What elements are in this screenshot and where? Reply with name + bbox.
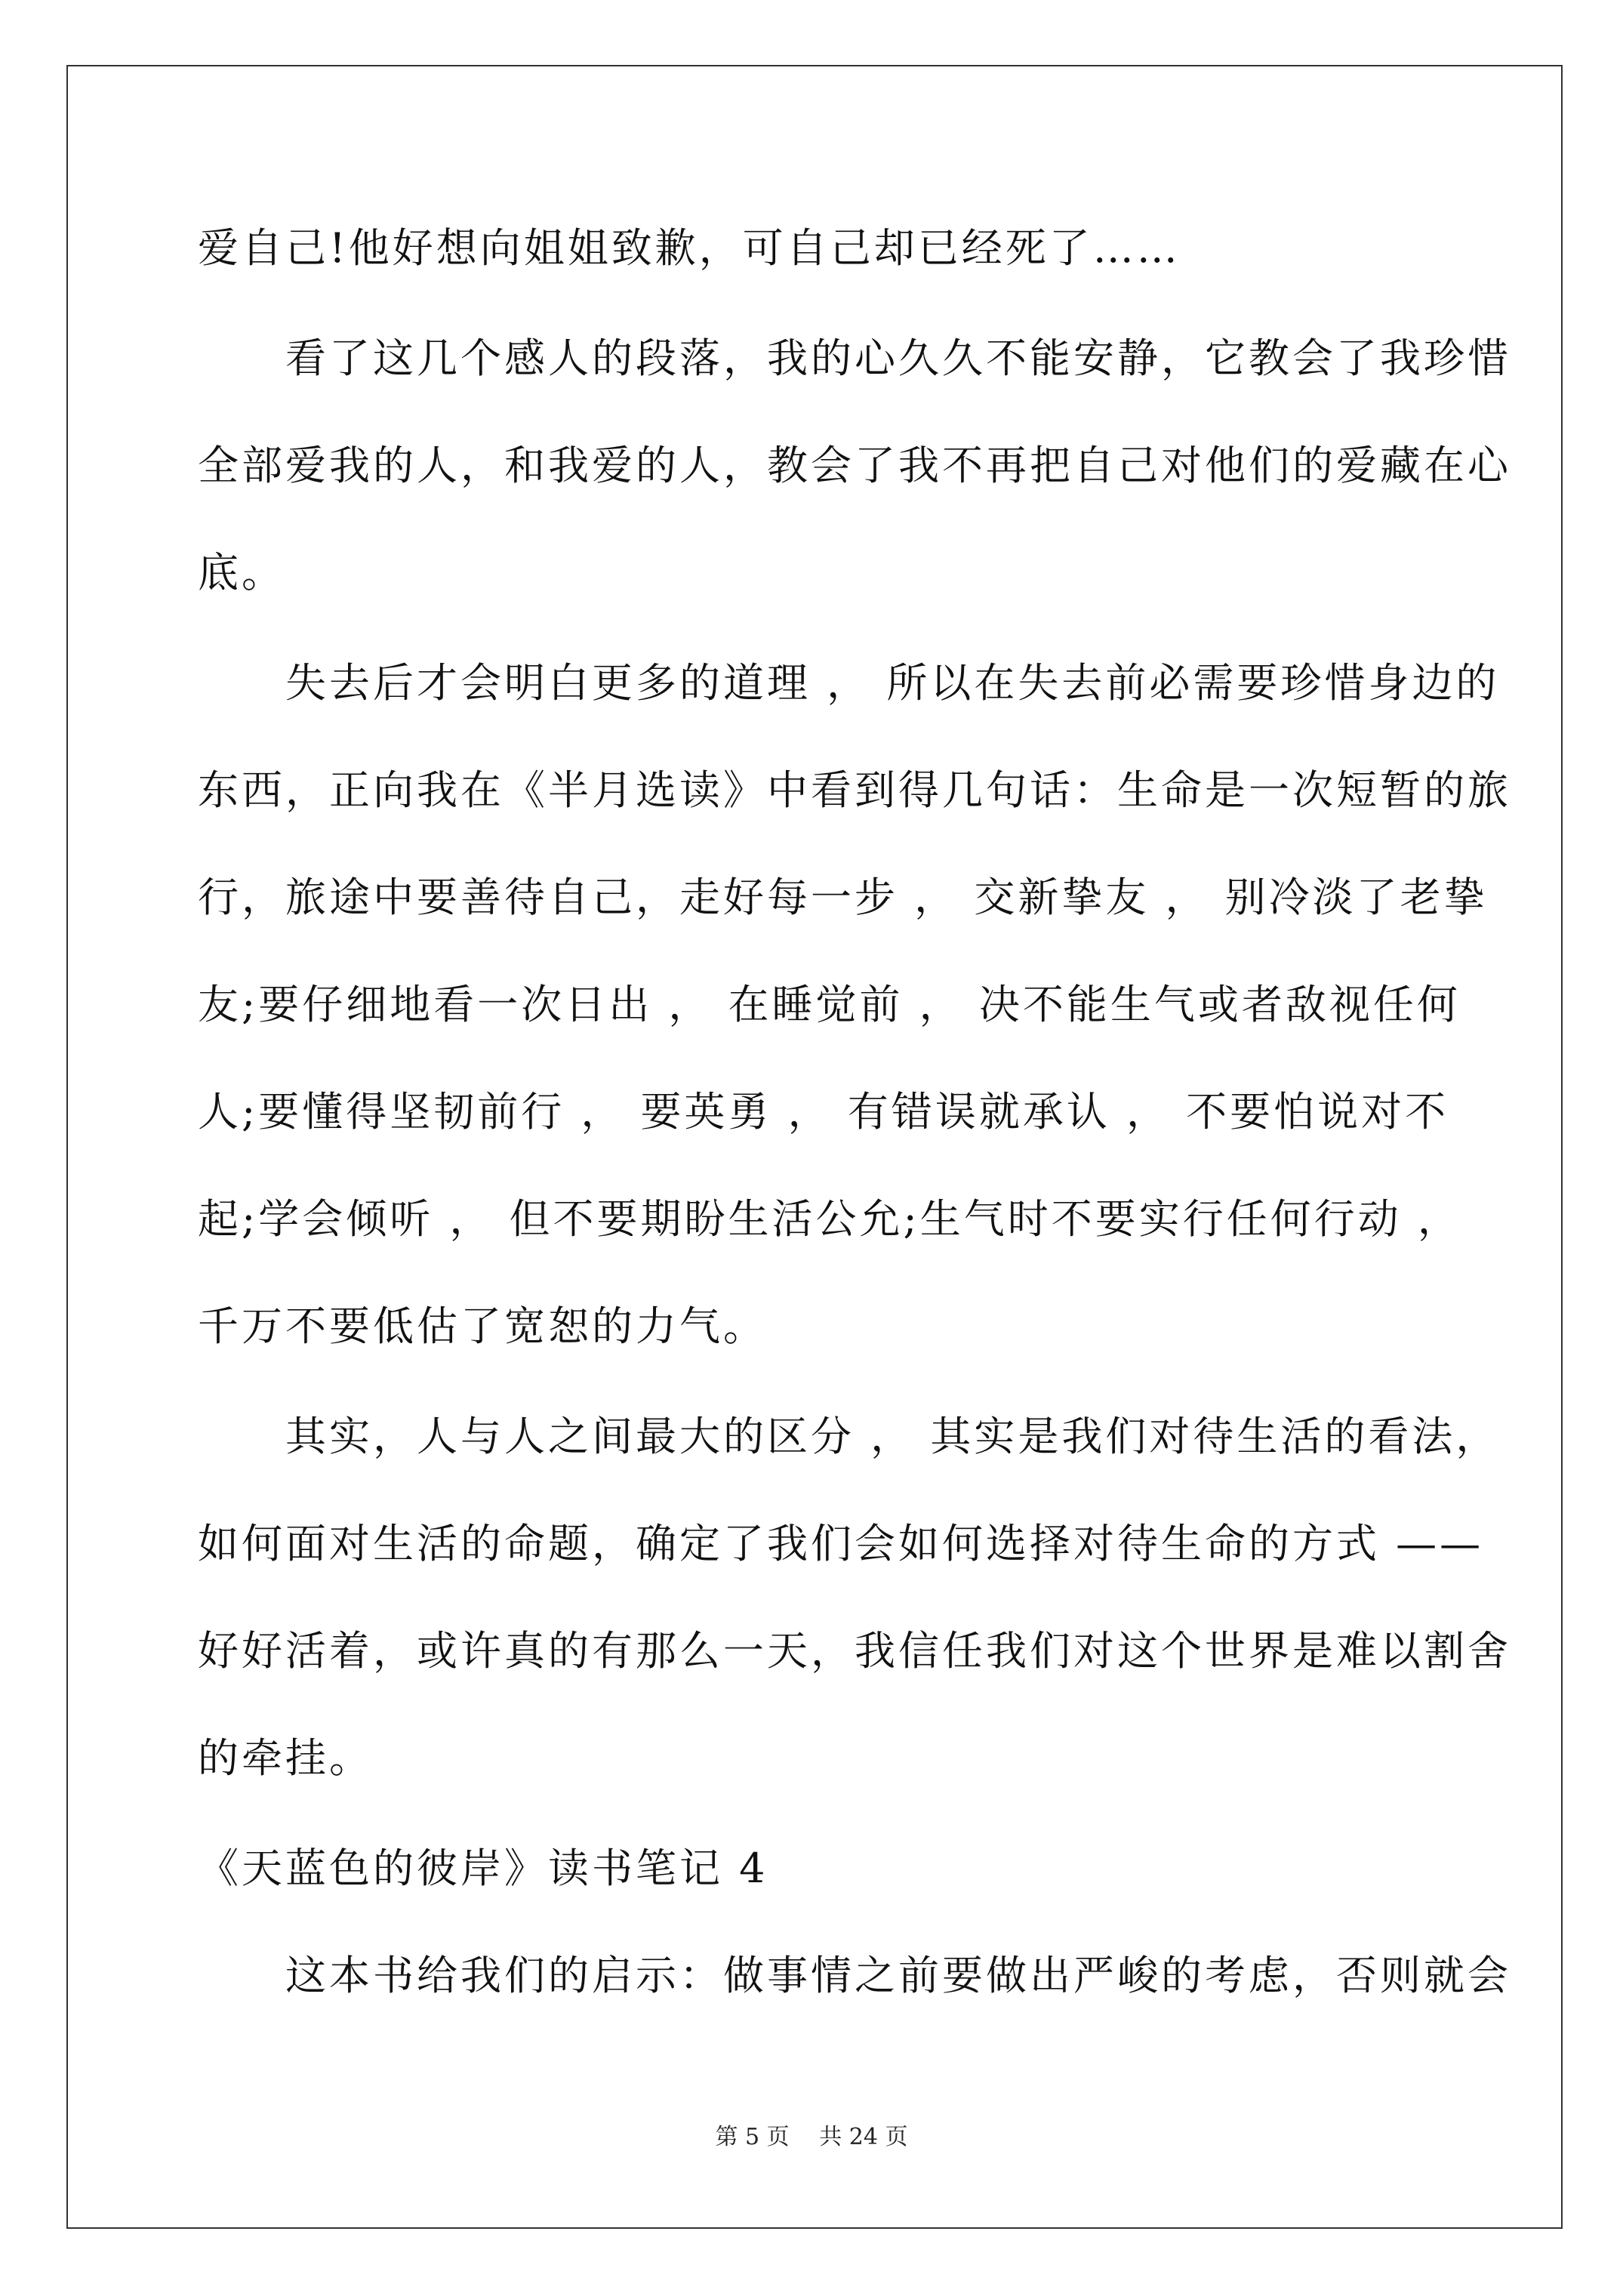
text-line: 东西，正向我在《半月选读》中看到得几句话：生命是一次短暂的旅 (198, 766, 1511, 814)
text-line: 失去后才会明白更多的道理 ， 所以在失去前必需要珍惜身边的 (198, 659, 1500, 707)
page-footer: 第 5 页 共 24 页 (715, 2124, 908, 2150)
text-line: 这本书给我们的启示：做事情之前要做出严峻的考虑，否则就会 (198, 1952, 1511, 1999)
text-line: 的牵挂。 (198, 1734, 373, 1782)
section-heading: 《天蓝色的彼岸》读书笔记 4 (198, 1845, 768, 1892)
text-line: 行，旅途中要善待自己，走好每一步 ， 交新挚友 ， 别冷淡了老挚 (198, 874, 1488, 921)
text-line: 爱自己!他好想向姐姐致歉，可自己却已经死了…… (198, 224, 1181, 272)
page-border (66, 65, 1563, 2229)
text-line: 如何面对生活的命题，确定了我们会如何选择对待生命的方式 —— (198, 1520, 1484, 1567)
text-line: 看了这几个感人的段落，我的心久久不能安静，它教会了我珍惜 (198, 334, 1511, 382)
text-line: 好好活着，或许真的有那么一天，我信任我们对这个世界是难以割舍 (198, 1627, 1511, 1675)
text-line: 其实，人与人之间最大的区分 ， 其实是我们对待生活的看法， (198, 1413, 1500, 1460)
text-line: 底。 (198, 549, 285, 596)
text-line: 起;学会倾听 ， 但不要期盼生活公允;生气时不要实行任何行动 ， (198, 1195, 1461, 1243)
text-line: 全部爱我的人，和我爱的人，教会了我不再把自己对他们的爱藏在心 (198, 442, 1511, 489)
text-line: 千万不要低估了宽恕的力气。 (198, 1302, 767, 1350)
text-line: 友;要仔细地看一次日出 ， 在睡觉前 ， 决不能生气或者敌视任何 (198, 981, 1461, 1028)
text-line: 人;要懂得坚韧前行 ， 要英勇 ， 有错误就承认 ， 不要怕说对不 (198, 1088, 1449, 1136)
